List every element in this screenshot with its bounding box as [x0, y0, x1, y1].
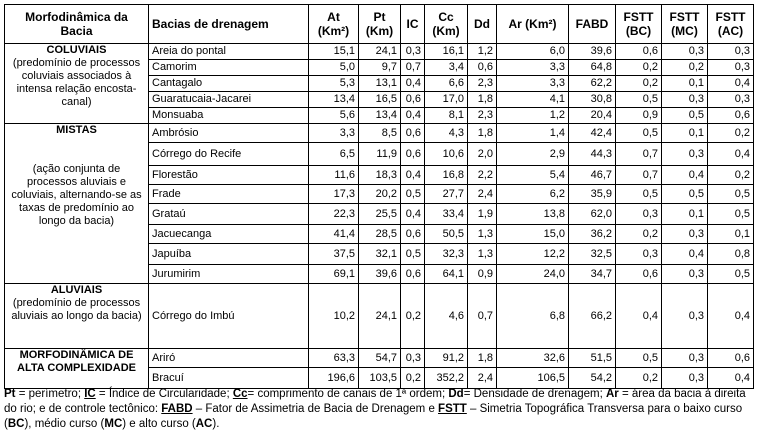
- cell-mc: 0,3: [662, 349, 708, 368]
- basin-name: Grataú: [149, 204, 309, 225]
- basin-name: Florestão: [149, 166, 309, 185]
- cell-dd: 1,8: [468, 349, 497, 368]
- legend-term-ac: AC: [195, 418, 213, 430]
- cell-cc: 16,8: [425, 166, 468, 185]
- header-ar: Ar (Km²): [497, 5, 569, 44]
- cell-ar: 15,0: [497, 225, 569, 244]
- basin-name: Frade: [149, 185, 309, 204]
- group-title: MISTAS: [56, 124, 97, 136]
- cell-mc: 0,3: [662, 92, 708, 108]
- cell-fabd: 46,7: [569, 166, 616, 185]
- legend-text: = área da bacia à direita do rio; e de controle tectônico:: [4, 388, 746, 415]
- cell-fabd: 20,4: [569, 108, 616, 124]
- cell-bc: 0,5: [616, 124, 662, 143]
- cell-mc: 0,5: [662, 108, 708, 124]
- table-row: [5, 284, 754, 349]
- cell-ic: 0,6: [401, 143, 425, 166]
- cell-ac: 0,6: [708, 349, 754, 368]
- cell-pt: 28,5: [359, 225, 401, 244]
- cell-at: 5,6: [309, 108, 359, 124]
- basin-name: Bracuí: [149, 368, 309, 389]
- cell-ac: 0,5: [708, 204, 754, 225]
- cell-dd: 2,4: [468, 368, 497, 389]
- cell-ar: 6,8: [497, 284, 569, 349]
- cell-ac: 0,2: [708, 166, 754, 185]
- header-morfodinamica: Morfodinâmica da Bacia: [5, 5, 149, 44]
- cell-pt: 25,5: [359, 204, 401, 225]
- cell-ar: 32,6: [497, 349, 569, 368]
- cell-bc: 0,2: [616, 225, 662, 244]
- cell-ic: 0,7: [401, 60, 425, 76]
- legend-text: = perímetro;: [15, 388, 85, 400]
- cell-pt: 13,4: [359, 108, 401, 124]
- header-fstt-bc: FSTT (BC): [616, 5, 662, 44]
- cell-at: 63,3: [309, 349, 359, 368]
- header-dd: Dd: [468, 5, 497, 44]
- cell-bc: 0,7: [616, 143, 662, 166]
- group-cell: [5, 124, 149, 284]
- cell-at: 13,4: [309, 92, 359, 108]
- cell-pt: 24,1: [359, 44, 401, 60]
- cell-mc: 0,3: [662, 44, 708, 60]
- cell-ac: 0,6: [708, 108, 754, 124]
- table-row: [5, 44, 754, 60]
- legend-term-dd: Dd: [448, 388, 464, 400]
- cell-fabd: 42,4: [569, 124, 616, 143]
- cell-dd: 2,3: [468, 108, 497, 124]
- cell-cc: 91,2: [425, 349, 468, 368]
- cell-pt: 32,1: [359, 244, 401, 265]
- cell-mc: 0,3: [662, 225, 708, 244]
- cell-fabd: 51,5: [569, 349, 616, 368]
- legend-text: = comprimento de canais de 1ª ordem;: [247, 388, 449, 400]
- legend-term-mc: MC: [104, 418, 123, 430]
- cell-ac: 0,4: [708, 284, 754, 349]
- cell-ar: 24,0: [497, 265, 569, 284]
- header-fstt-mc: FSTT (MC): [662, 5, 708, 44]
- cell-bc: 0,5: [616, 349, 662, 368]
- basin-name: Ariró: [149, 349, 309, 368]
- cell-cc: 64,1: [425, 265, 468, 284]
- legend-term-pt: Pt: [4, 388, 16, 400]
- cell-mc: 0,3: [662, 143, 708, 166]
- cell-at: 15,1: [309, 44, 359, 60]
- cell-dd: 1,9: [468, 204, 497, 225]
- cell-mc: 0,3: [662, 284, 708, 349]
- cell-dd: 2,3: [468, 76, 497, 92]
- table-legend: [4, 387, 752, 432]
- legend-term-ic: IC: [84, 388, 96, 400]
- cell-ac: 0,2: [708, 124, 754, 143]
- cell-dd: 2,4: [468, 185, 497, 204]
- morphodynamics-table: [4, 4, 754, 389]
- cell-cc: 50,5: [425, 225, 468, 244]
- cell-at: 5,0: [309, 60, 359, 76]
- cell-pt: 16,5: [359, 92, 401, 108]
- cell-bc: 0,7: [616, 166, 662, 185]
- basin-name: Camorim: [149, 60, 309, 76]
- cell-ic: 0,6: [401, 265, 425, 284]
- cell-ic: 0,3: [401, 349, 425, 368]
- cell-ic: 0,3: [401, 44, 425, 60]
- cell-fabd: 32,5: [569, 244, 616, 265]
- cell-pt: 103,5: [359, 368, 401, 389]
- cell-at: 41,4: [309, 225, 359, 244]
- cell-bc: 0,2: [616, 60, 662, 76]
- cell-pt: 24,1: [359, 284, 401, 349]
- legend-term-bc: BC: [7, 418, 25, 430]
- group-cell: [5, 349, 149, 389]
- cell-mc: 0,3: [662, 265, 708, 284]
- group-cell: [5, 44, 149, 124]
- cell-fabd: 39,6: [569, 44, 616, 60]
- cell-ar: 13,8: [497, 204, 569, 225]
- cell-mc: 0,5: [662, 185, 708, 204]
- table-row: [5, 124, 754, 143]
- cell-dd: 0,7: [468, 284, 497, 349]
- cell-bc: 0,6: [616, 44, 662, 60]
- legend-term-cc: Cc: [232, 388, 248, 400]
- cell-ac: 0,3: [708, 44, 754, 60]
- table-row: [5, 349, 754, 368]
- cell-bc: 0,4: [616, 284, 662, 349]
- group-title: MORFODINÂMICA DE ALTA COMPLEXIDADE: [17, 349, 136, 374]
- cell-at: 3,3: [309, 124, 359, 143]
- cell-ic: 0,4: [401, 76, 425, 92]
- cell-ac: 0,5: [708, 265, 754, 284]
- legend-text: ).: [212, 418, 220, 430]
- cell-fabd: 34,7: [569, 265, 616, 284]
- header-fabd: FABD: [569, 5, 616, 44]
- legend-text: = Índice de Circularidade;: [95, 388, 233, 400]
- header-row: [5, 5, 754, 44]
- cell-cc: 4,6: [425, 284, 468, 349]
- cell-pt: 20,2: [359, 185, 401, 204]
- basin-name: Monsuaba: [149, 108, 309, 124]
- cell-ar: 6,0: [497, 44, 569, 60]
- cell-bc: 0,5: [616, 185, 662, 204]
- cell-fabd: 62,2: [569, 76, 616, 92]
- cell-bc: 0,3: [616, 244, 662, 265]
- cell-ar: 1,2: [497, 108, 569, 124]
- cell-ar: 5,4: [497, 166, 569, 185]
- cell-ac: 0,3: [708, 60, 754, 76]
- cell-ac: 0,1: [708, 225, 754, 244]
- cell-cc: 10,6: [425, 143, 468, 166]
- cell-ic: 0,4: [401, 166, 425, 185]
- cell-fabd: 44,3: [569, 143, 616, 166]
- legend-text: = Densidade de drenagem;: [463, 388, 606, 400]
- cell-mc: 0,2: [662, 60, 708, 76]
- cell-at: 22,3: [309, 204, 359, 225]
- cell-mc: 0,3: [662, 368, 708, 389]
- header-ic: IC: [401, 5, 425, 44]
- cell-ac: 0,4: [708, 368, 754, 389]
- cell-pt: 8,5: [359, 124, 401, 143]
- cell-ic: 0,6: [401, 225, 425, 244]
- cell-cc: 16,1: [425, 44, 468, 60]
- group-description: (predomínio de processos aluviais ao longo da bacia): [11, 297, 142, 322]
- cell-ac: 0,8: [708, 244, 754, 265]
- group-description: (predomínio de processos coluviais associados à intensa relação encosta-canal): [12, 57, 141, 108]
- cell-bc: 0,9: [616, 108, 662, 124]
- cell-at: 6,5: [309, 143, 359, 166]
- cell-ic: 0,4: [401, 204, 425, 225]
- cell-dd: 1,8: [468, 92, 497, 108]
- cell-ic: 0,2: [401, 284, 425, 349]
- cell-cc: 4,3: [425, 124, 468, 143]
- cell-ar: 12,2: [497, 244, 569, 265]
- header-bacias: Bacias de drenagem: [149, 5, 309, 44]
- cell-ar: 106,5: [497, 368, 569, 389]
- cell-ar: 3,3: [497, 60, 569, 76]
- cell-cc: 3,4: [425, 60, 468, 76]
- cell-ic: 0,6: [401, 92, 425, 108]
- basin-name: Areia do pontal: [149, 44, 309, 60]
- group-title: ALUVIAIS: [50, 284, 103, 296]
- table-body: [5, 44, 754, 389]
- cell-ar: 3,3: [497, 76, 569, 92]
- legend-term-fstt: FSTT: [438, 403, 467, 415]
- cell-bc: 0,3: [616, 204, 662, 225]
- cell-dd: 1,8: [468, 124, 497, 143]
- cell-ac: 0,5: [708, 185, 754, 204]
- cell-cc: 352,2: [425, 368, 468, 389]
- header-pt: Pt (Km): [359, 5, 401, 44]
- cell-cc: 8,1: [425, 108, 468, 124]
- basin-name: Japuíba: [149, 244, 309, 265]
- cell-fabd: 36,2: [569, 225, 616, 244]
- basin-name: Córrego do Recife: [149, 143, 309, 166]
- cell-at: 69,1: [309, 265, 359, 284]
- basin-name: Cantagalo: [149, 76, 309, 92]
- cell-cc: 27,7: [425, 185, 468, 204]
- cell-fabd: 62,0: [569, 204, 616, 225]
- legend-term-ar: Ar: [605, 388, 619, 400]
- cell-at: 37,5: [309, 244, 359, 265]
- cell-fabd: 35,9: [569, 185, 616, 204]
- cell-pt: 9,7: [359, 60, 401, 76]
- cell-cc: 32,3: [425, 244, 468, 265]
- basin-name: Ambrósio: [149, 124, 309, 143]
- cell-pt: 11,9: [359, 143, 401, 166]
- legend-text: – Simetria Topográfica Transversa para o baixo curso (: [4, 403, 743, 430]
- cell-mc: 0,1: [662, 204, 708, 225]
- cell-at: 5,3: [309, 76, 359, 92]
- cell-dd: 2,0: [468, 143, 497, 166]
- header-fstt-ac: FSTT (AC): [708, 5, 754, 44]
- legend-term-fabd: FABD: [161, 403, 193, 415]
- legend-text: ), médio curso (: [24, 418, 105, 430]
- cell-fabd: 64,8: [569, 60, 616, 76]
- cell-pt: 39,6: [359, 265, 401, 284]
- cell-at: 10,2: [309, 284, 359, 349]
- cell-mc: 0,1: [662, 76, 708, 92]
- cell-ic: 0,4: [401, 108, 425, 124]
- cell-ar: 6,2: [497, 185, 569, 204]
- cell-bc: 0,6: [616, 265, 662, 284]
- cell-dd: 1,2: [468, 44, 497, 60]
- cell-bc: 0,2: [616, 76, 662, 92]
- cell-ac: 0,3: [708, 92, 754, 108]
- group-cell: [5, 284, 149, 349]
- cell-ac: 0,4: [708, 143, 754, 166]
- cell-mc: 0,4: [662, 166, 708, 185]
- cell-ic: 0,2: [401, 368, 425, 389]
- cell-ac: 0,4: [708, 76, 754, 92]
- cell-pt: 54,7: [359, 349, 401, 368]
- cell-ic: 0,5: [401, 244, 425, 265]
- cell-at: 11,6: [309, 166, 359, 185]
- cell-dd: 0,6: [468, 60, 497, 76]
- group-title: COLUVIAIS: [46, 44, 107, 56]
- cell-ic: 0,5: [401, 185, 425, 204]
- cell-bc: 0,2: [616, 368, 662, 389]
- legend-text: ) e alto curso (: [122, 418, 196, 430]
- basin-name: Jurumirim: [149, 265, 309, 284]
- header-cc: Cc (Km): [425, 5, 468, 44]
- cell-mc: 0,4: [662, 244, 708, 265]
- cell-dd: 1,3: [468, 225, 497, 244]
- cell-cc: 6,6: [425, 76, 468, 92]
- legend-text: – Fator de Assimetria de Bacia de Drenagem e: [192, 403, 439, 415]
- cell-ar: 2,9: [497, 143, 569, 166]
- cell-fabd: 66,2: [569, 284, 616, 349]
- basin-name: Jacuecanga: [149, 225, 309, 244]
- cell-dd: 2,2: [468, 166, 497, 185]
- cell-ar: 4,1: [497, 92, 569, 108]
- cell-at: 17,3: [309, 185, 359, 204]
- cell-mc: 0,1: [662, 124, 708, 143]
- cell-dd: 0,9: [468, 265, 497, 284]
- cell-cc: 33,4: [425, 204, 468, 225]
- group-description: (ação conjunta de processos aluviais e coluviais, alternando-se as taxas de predomínio ao longo da bacia): [11, 163, 142, 227]
- cell-pt: 13,1: [359, 76, 401, 92]
- cell-cc: 17,0: [425, 92, 468, 108]
- cell-pt: 18,3: [359, 166, 401, 185]
- basin-name: Guaratucaia-Jacarei: [149, 92, 309, 108]
- basin-name: Córrego do Imbú: [149, 284, 309, 349]
- cell-fabd: 54,2: [569, 368, 616, 389]
- cell-at: 196,6: [309, 368, 359, 389]
- cell-ar: 1,4: [497, 124, 569, 143]
- header-at: At (Km²): [309, 5, 359, 44]
- cell-ic: 0,6: [401, 124, 425, 143]
- cell-bc: 0,5: [616, 92, 662, 108]
- cell-fabd: 30,8: [569, 92, 616, 108]
- cell-dd: 1,3: [468, 244, 497, 265]
